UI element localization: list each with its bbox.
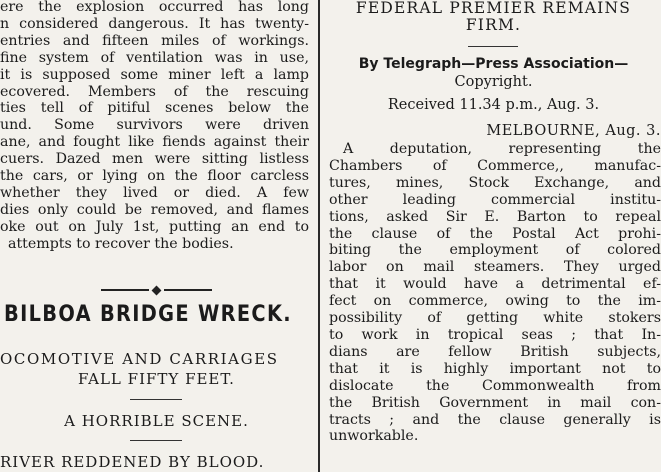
column-rule [318,0,320,472]
left-column [0,0,313,472]
headline-federal [326,0,661,34]
text-line: dislocate the Commonwealth from [329,377,661,394]
text-line: unworkable. [329,428,419,445]
text-line: biting the employment of colored [329,242,661,259]
text-line: tracts ; and the clause generally is [329,411,661,428]
text-line: the clause of the Postal Act prohi- [329,225,661,242]
text-line: whether they lived or died. A few [0,184,309,201]
text-line: A deputation, representing the [343,141,661,157]
text-line: other leading commercial institu- [329,191,661,208]
text-line: that it is highly important not to [329,360,661,377]
text-line: that it would have a detrimental ef- [329,276,661,293]
article-tail [0,0,309,253]
headline-bilboa: BILBOA BRIDGE WRECK. [4,302,292,327]
text-line: dies only could be removed, and flames [0,201,309,218]
ornament-divider [96,282,216,298]
text-line: entries and fifteen miles of workings. [0,32,309,49]
dateline: MELBOURNE, Aug. 3. [486,123,661,139]
text-line: oke out on July 1st, putting an end to [0,218,309,235]
text-line: Chambers of Commerce,, manufac- [329,157,661,174]
headline-line: FEDERAL PREMIER REMAINS [355,0,632,17]
text-line: n considered dangerous. It has twenty- [0,15,309,32]
text-line: it is supposed some miner left a lamp [0,66,309,83]
received-time: Received 11.34 p.m., Aug. 3. [387,97,600,113]
headline-line: FIRM. [465,16,522,34]
text-line: fine system of ventilation was in use, [0,49,309,66]
copyright: Copyright. [454,74,533,90]
text-line: tions, asked Sir E. Barton to repeal [329,208,661,225]
text-line: ecovered. Members of the rescuing [0,83,309,100]
text-line: attempts to recover the bodies. [8,235,234,252]
text-line: dians are fellow British subjects, [329,343,661,360]
text-line: ere the explosion occurred has long [0,0,309,15]
short-rule [130,399,182,400]
subhead-horrible: A HORRIBLE SCENE. [64,412,249,430]
text-line: labor on mail steamers. They urged [329,259,661,276]
short-rule [130,440,182,441]
text-line: ties tell of pitiful scenes below the [0,100,309,117]
subhead-fall: FALL FIFTY FEET. [78,370,235,388]
text-line: possibility of getting white stokers [329,310,661,327]
short-rule [468,46,518,47]
subhead-river: RIVER REDDENED BY BLOOD. [0,453,265,471]
article-body [329,141,661,445]
subhead-locomotive: OCOMOTIVE AND CARRIAGES [0,350,279,368]
byline: By Telegraph—Press Association— [358,56,629,72]
text-line: cuers. Dazed men were sitting listless [0,151,309,168]
right-column [326,0,661,472]
text-line: ane, and fought like fiends against their [0,134,309,151]
text-line: to work in tropical seas ; that In- [329,326,661,343]
text-line: fect on commerce, owing to the im- [329,293,661,310]
text-line: the British Government in mail con- [329,394,661,411]
text-line: und. Some survivors were driven [0,117,309,134]
text-line: tures, mines, Stock Exchange, and [329,174,661,191]
text-line: the cars, or lying on the floor carcless [0,168,309,185]
